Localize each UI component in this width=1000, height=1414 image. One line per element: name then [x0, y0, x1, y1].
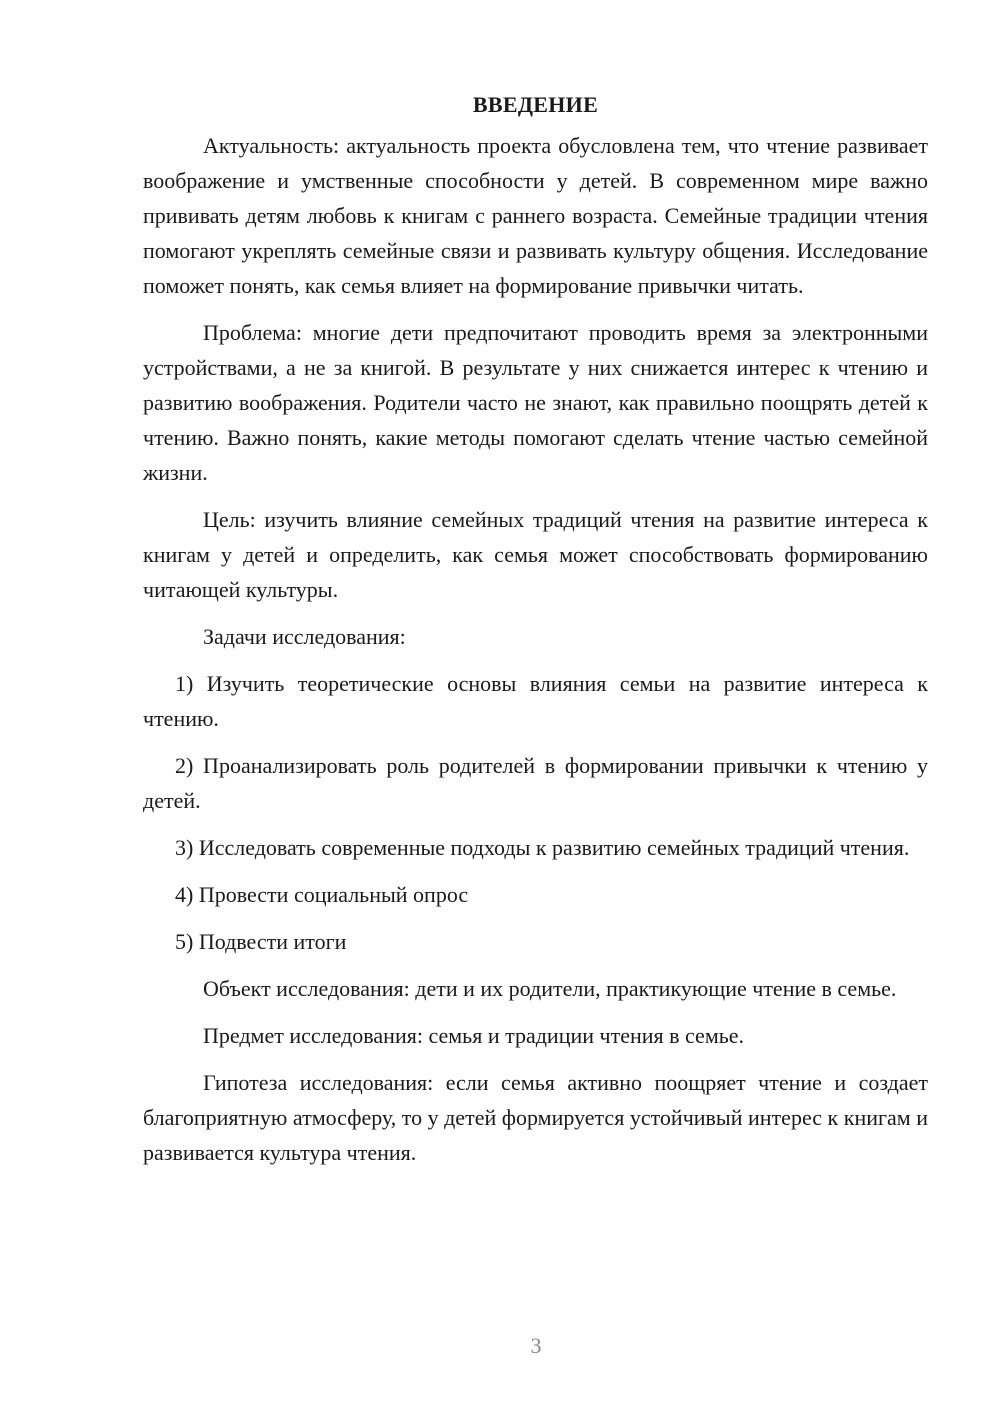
task-item: 4) Провести социальный опрос [175, 882, 469, 907]
tasks-title: Задачи исследования: [203, 624, 406, 649]
document-page [143, 92, 928, 1182]
task-item: 5) Подвести итоги [175, 929, 347, 954]
task-item: 2) Проанализировать роль родителей в формировании привычки к чтению у детей. [143, 753, 928, 813]
task-item: 3) Исследовать современные подходы к развитию семейных традиций чтения. [175, 835, 910, 860]
hypothesis-paragraph: Гипотеза исследования: если семья активно поощряет чтение и создает благоприятную атмосферу, то у детей формируется устойчивый интерес к книгам и развивается культура чтения. [143, 1070, 928, 1165]
object-paragraph: Объект исследования: дети и их родители, практикующие чтение в семье. [203, 976, 897, 1001]
section-heading: ВВЕДЕНИЕ [472, 92, 599, 117]
relevance-paragraph: Актуальность: актуальность проекта обусловлена тем, что чтение развивает воображение и умственные способности у детей. В современном мире важно прививать детям любовь к книгам с раннего возраста. Семейные традиции чтения помогают укреплять семейные связи и развивать культуру общения. Исследование поможет понять, как семья влияет на формирование привычки читать. [143, 133, 928, 298]
subject-paragraph: Предмет исследования: семья и традиции чтения в семье. [203, 1023, 745, 1048]
goal-paragraph: Цель: изучить влияние семейных традиций чтения на развитие интереса к книгам у детей и определить, как семья может способствовать формированию читающей культуры. [143, 507, 928, 602]
task-item: 1) Изучить теоретические основы влияния семьи на развитие интереса к чтению. [143, 671, 928, 731]
problem-paragraph: Проблема: многие дети предпочитают проводить время за электронными устройствами, а не за книгой. В результате у них снижается интерес к чтению и развитию воображения. Родители часто не знают, как правильно поощрять детей к чтению. Важно понять, какие методы помогают сделать чтение частью семейной жизни. [143, 320, 928, 485]
page-number: 3 [530, 1333, 542, 1358]
